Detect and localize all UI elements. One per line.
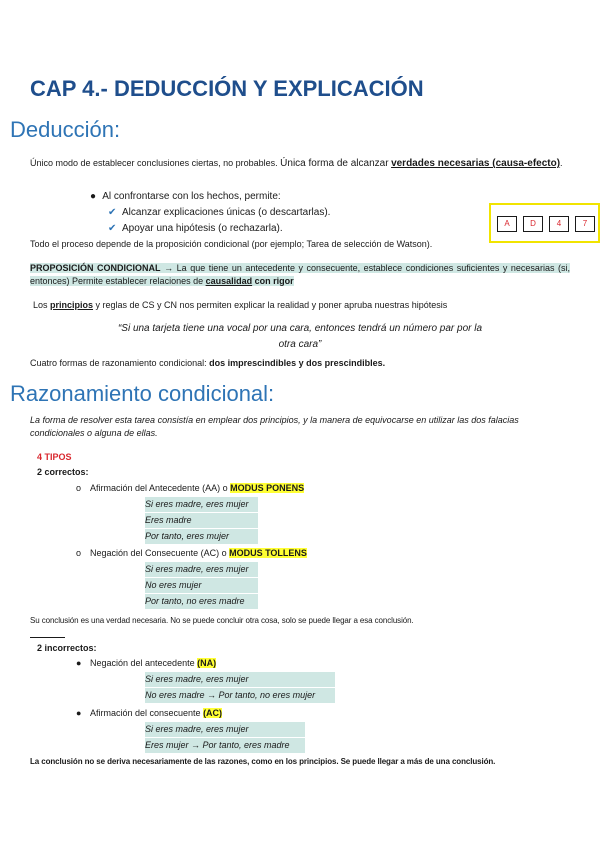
proposicion-condicional [30, 262, 570, 288]
quote-line-1: “Si una tarjeta tiene una vocal por una cara, entonces tendrá un número par por la [117, 323, 483, 334]
check-text-2: Apoyar una hipótesis (o rechazarla). [122, 223, 283, 234]
page-title: CAP 4.- DEDUCCIÓN Y EXPLICACIÓN [30, 76, 424, 101]
ac-example-2: No eres mujer [145, 578, 258, 593]
afc-text: Afirmación del consecuente [90, 708, 204, 718]
bullet-icon: ● [76, 658, 82, 668]
afc-item [76, 707, 222, 720]
checkmark-icon: ✔ [108, 207, 117, 218]
modus-ponens-tag: MODUS PONENS [230, 483, 305, 493]
section-heading-razonamiento: Razonamiento condicional: [10, 381, 275, 406]
bullet-icon: ● [90, 191, 97, 202]
ac-example-1: Si eres madre, eres mujer [145, 562, 258, 577]
proceso-text: Todo el proceso depende de la proposición condicional (por ejemplo; Tarea de selección de Watson). [30, 239, 433, 249]
watson-cards [497, 216, 597, 232]
deduccion-intro [30, 157, 570, 170]
prop-rigor: con rigor [252, 276, 294, 286]
ac-example-3: Por tanto, no eres madre [145, 594, 258, 609]
incorrectos-label [37, 642, 97, 655]
afc-tag: (AC) [203, 708, 223, 718]
afc-example-2: Eres mujer → Por tanto, eres madre [145, 738, 305, 753]
na-text: Negación del antecedente [90, 658, 198, 668]
card-d: D [523, 216, 543, 232]
modus-tollens-item [76, 547, 307, 560]
circle-bullet-icon: o [76, 548, 82, 558]
circle-bullet-icon: o [76, 483, 82, 493]
aa-text: Afirmación del Antecedente (AA) o [90, 483, 231, 493]
card-a: A [497, 216, 517, 232]
principios-word: principios [50, 300, 94, 310]
cuatro-formas [30, 357, 385, 370]
razonamiento-intro: La forma de resolver esta tarea consistía en emplear dos principios, y la manera de equivocarse en utilizar las dos falacias condicionales o alguna de ellas. [30, 415, 519, 438]
cuatro-bold: dos imprescindibles y dos prescindibles. [209, 358, 386, 368]
prop-causalidad: causalidad [205, 276, 253, 286]
prop-label: PROPOSICIÓN CONDICIONAL [30, 263, 161, 273]
na-example-2: No eres madre → Por tanto, no eres mujer [145, 688, 335, 703]
prop-text: → La que tiene un antecedente y consecuente, establece condiciones suficientes y necesarias (si, entonces) Permite establecer relaciones de [30, 263, 570, 286]
card-4: 4 [549, 216, 569, 232]
ac-text: Negación del Consecuente (AC) o [90, 548, 230, 558]
bullet-text: Al confrontarse con los hechos, permite: [102, 191, 281, 202]
divider [30, 637, 65, 638]
aa-example-1: Si eres madre, eres mujer [145, 497, 258, 512]
aa-example-2: Eres madre [145, 513, 258, 528]
intro-verdades: verdades necesarias (causa-efecto) [391, 158, 561, 169]
na-item [76, 657, 216, 670]
watson-quote [30, 321, 570, 353]
conclusion-correct: Su conclusión es una verdad necesaria. No se puede concluir otra cosa, solo se puede llegar a esa conclusión. [30, 616, 414, 625]
modus-ponens-item [76, 482, 304, 495]
cuatro-pre: Cuatro formas de razonamiento condicional: [30, 358, 210, 368]
intro-period: . [560, 158, 563, 168]
principios-post: y reglas de CS y CN nos permiten explicar la realidad y poner apruba nuestras hipótesis [93, 300, 448, 310]
na-tag: (NA) [197, 658, 217, 668]
afc-example-1: Si eres madre, eres mujer [145, 722, 305, 737]
intro-text-1: Único modo de establecer conclusiones ciertas, no probables. [30, 158, 278, 168]
correctos-label: 2 correctos: [37, 467, 89, 477]
tipos-label: 4 TIPOS [37, 452, 72, 462]
deduccion-bullet [90, 190, 281, 203]
principios-pre: Los [33, 300, 51, 310]
incorrectos-text: 2 incorrectos: [37, 643, 97, 653]
modus-tollens-tag: MODUS TOLLENS [229, 548, 307, 558]
check-text-1: Alcanzar explicaciones únicas (o descartarlas). [122, 207, 331, 218]
conclusion-incorrect: La conclusión no se deriva necesariamente de las razones, como en los principios. Se puede llegar a más de una conclusión. [30, 757, 496, 766]
principios-text [33, 299, 573, 312]
intro-text-2: Única forma de alcanzar [280, 158, 389, 169]
bullet-icon: ● [76, 708, 82, 718]
na-example-1: Si eres madre, eres mujer [145, 672, 335, 687]
aa-example-3: Por tanto, eres mujer [145, 529, 258, 544]
check-item-2 [108, 222, 283, 235]
checkmark-icon: ✔ [108, 223, 117, 234]
section-heading-deduccion: Deducción: [10, 117, 121, 142]
check-item-1 [108, 206, 330, 219]
quote-line-2: otra cara” [278, 339, 322, 350]
card-7: 7 [575, 216, 595, 232]
